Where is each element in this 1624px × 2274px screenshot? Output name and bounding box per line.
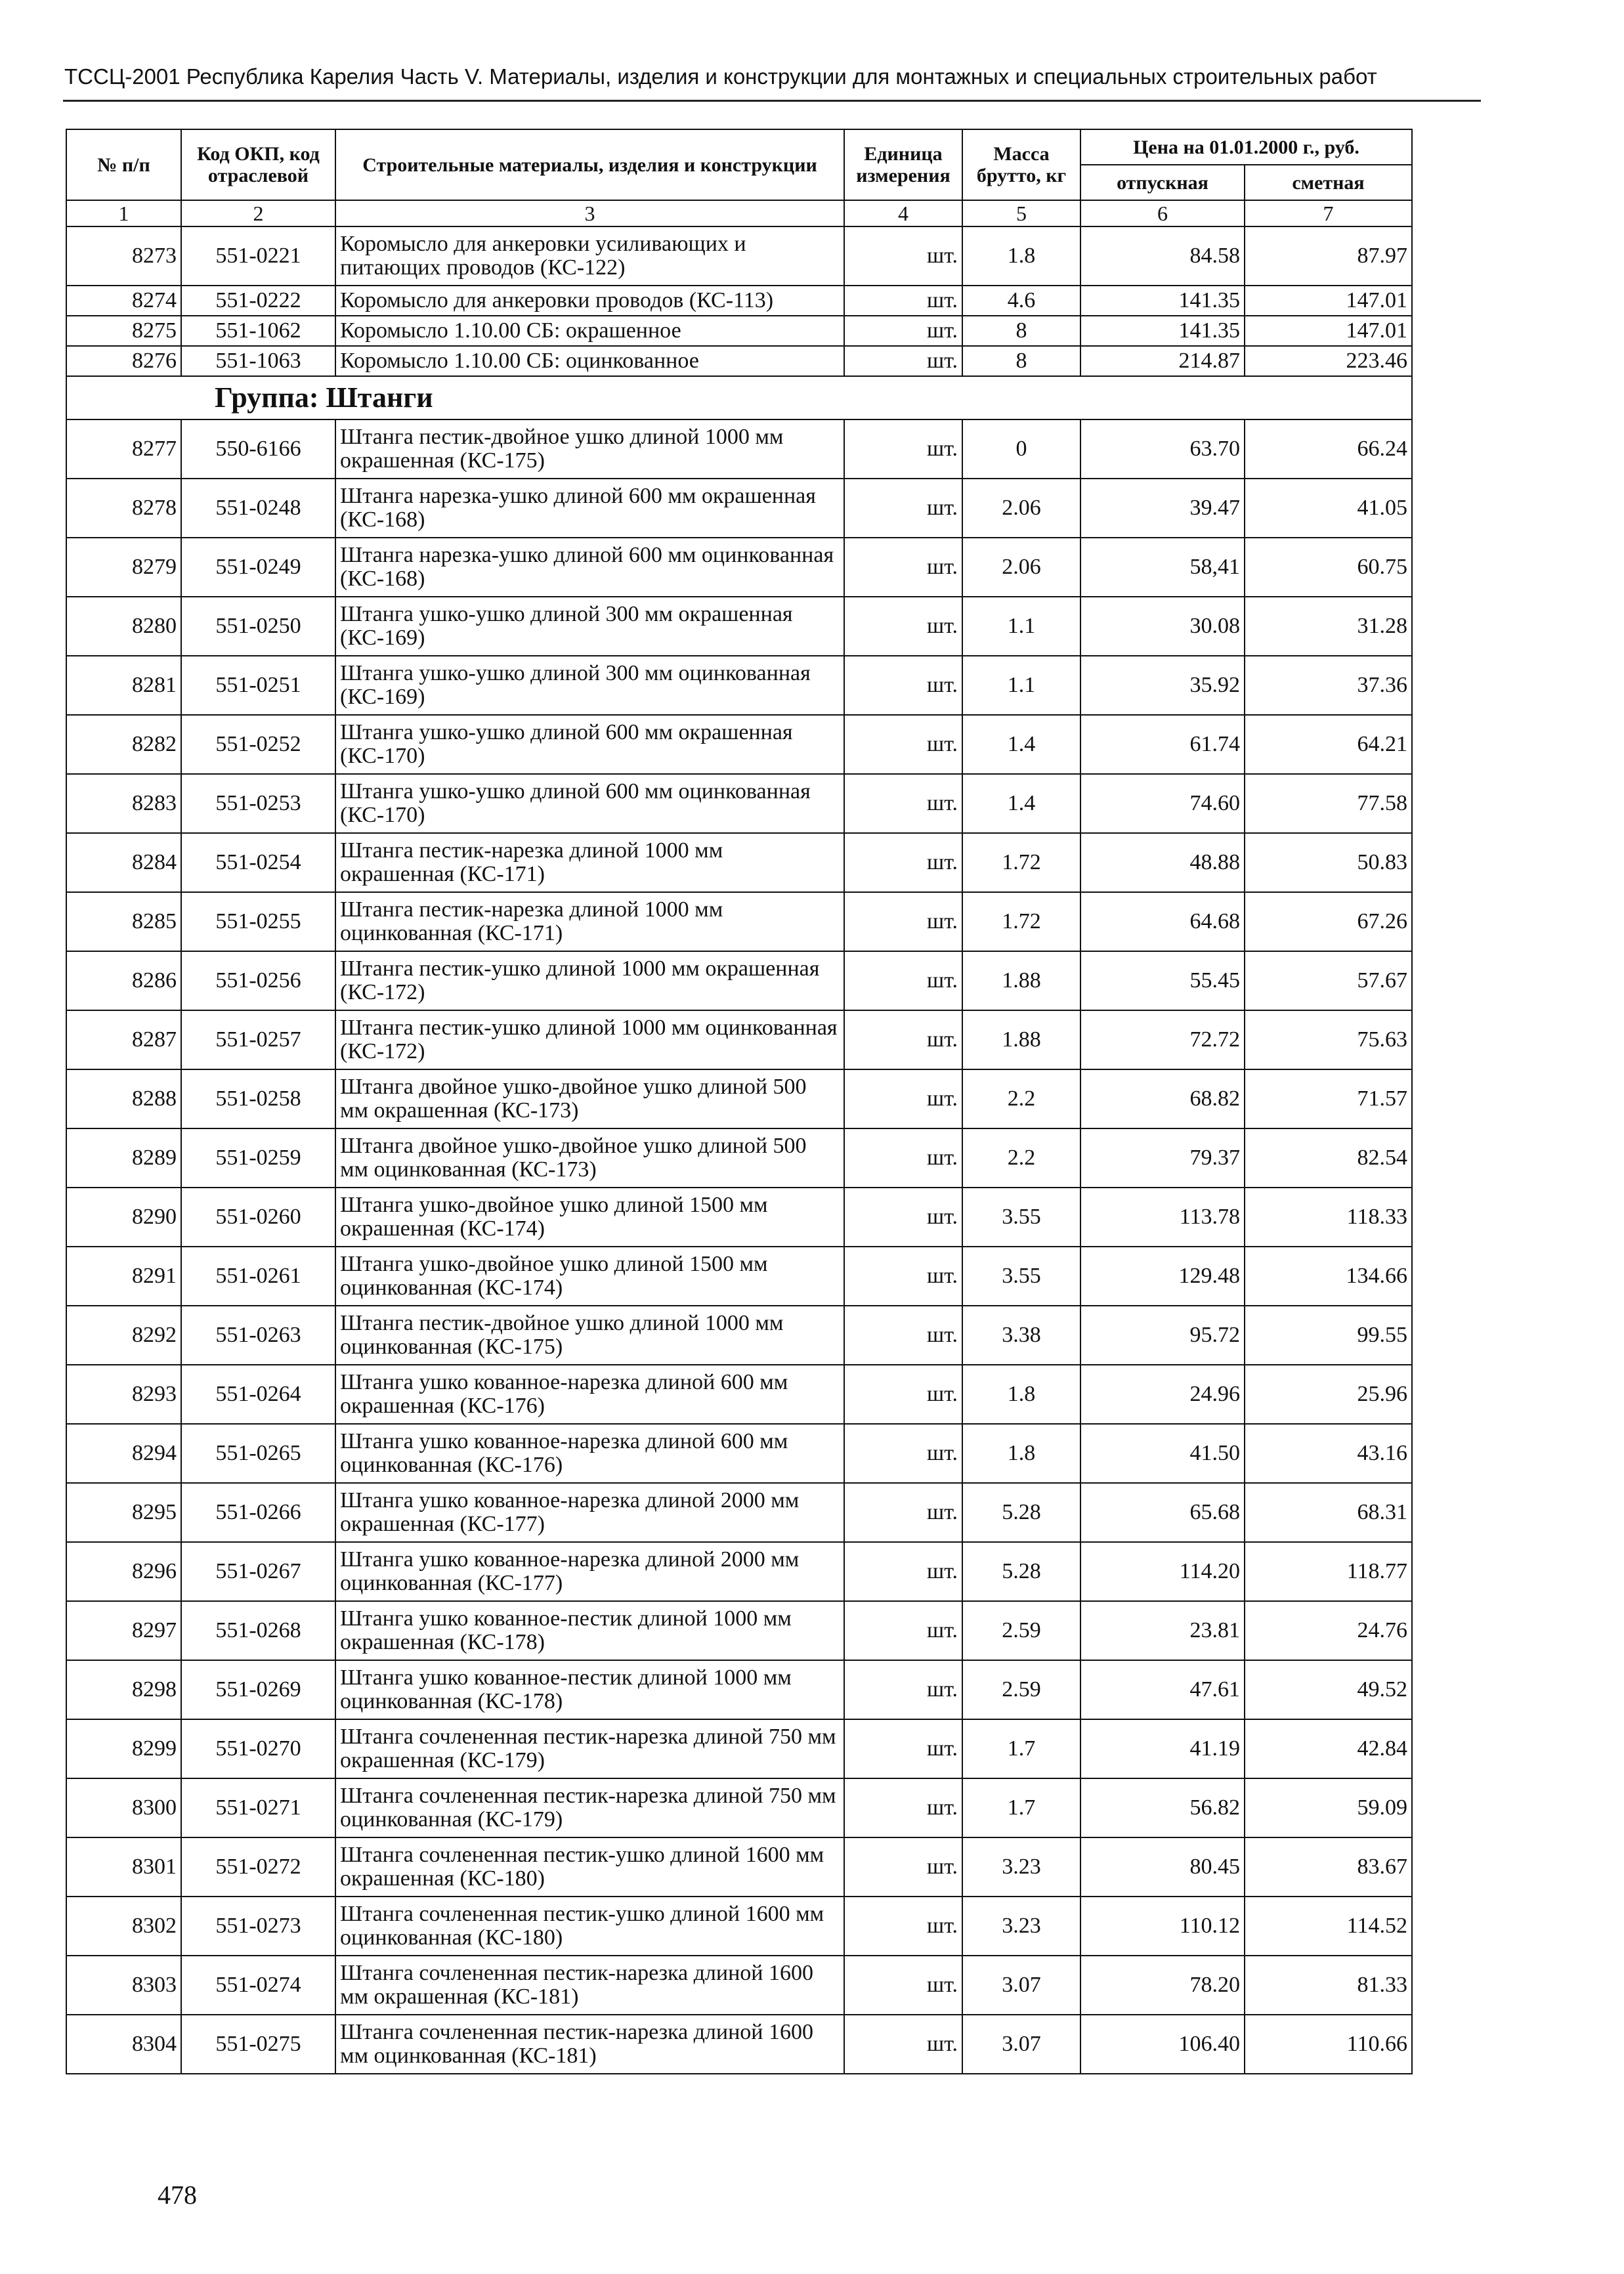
row-number: 8288	[66, 1069, 181, 1128]
column-number: 4	[844, 200, 962, 226]
mass: 8	[962, 346, 1080, 376]
row-number: 8297	[66, 1601, 181, 1660]
price-release: 95.72	[1080, 1306, 1245, 1365]
unit: шт.	[844, 1837, 962, 1897]
row-number: 8273	[66, 226, 181, 286]
table-row	[66, 1424, 1412, 1483]
price-estimate: 59.09	[1245, 1778, 1412, 1837]
okp-code: 551-0268	[181, 1601, 335, 1660]
row-number: 8291	[66, 1247, 181, 1306]
price-release: 58,41	[1080, 538, 1245, 597]
table-row	[66, 346, 1412, 376]
price-estimate: 49.52	[1245, 1660, 1412, 1719]
okp-code: 551-0267	[181, 1542, 335, 1601]
price-release: 63.70	[1080, 419, 1245, 479]
item-description: Штанга ушко кованное-нарезка длиной 600 мм окрашенная (КС-176)	[335, 1365, 844, 1424]
table-row	[66, 833, 1412, 892]
okp-code: 551-0249	[181, 538, 335, 597]
table-row	[66, 951, 1412, 1010]
row-number: 8289	[66, 1128, 181, 1188]
table-header-row	[66, 129, 1412, 165]
table-row	[66, 597, 1412, 656]
item-description: Штанга ушко-двойное ушко длиной 1500 мм оцинкованная (КС-174)	[335, 1247, 844, 1306]
header-price-group: Цена на 01.01.2000 г., руб.	[1080, 129, 1412, 165]
price-estimate: 37.36	[1245, 656, 1412, 715]
unit: шт.	[844, 1660, 962, 1719]
table-row	[66, 715, 1412, 774]
okp-code: 551-0253	[181, 774, 335, 833]
price-release: 110.12	[1080, 1897, 1245, 1956]
mass: 1.1	[962, 656, 1080, 715]
row-number: 8284	[66, 833, 181, 892]
table-row	[66, 538, 1412, 597]
column-number: 7	[1245, 200, 1412, 226]
okp-code: 551-0256	[181, 951, 335, 1010]
price-release: 214.87	[1080, 346, 1245, 376]
header-unit: Единица измерения	[844, 129, 962, 200]
unit: шт.	[844, 346, 962, 376]
price-estimate: 87.97	[1245, 226, 1412, 286]
item-description: Коромысло 1.10.00 СБ: оцинкованное	[335, 346, 844, 376]
header-desc: Строительные материалы, изделия и конструкции	[335, 129, 844, 200]
price-estimate: 114.52	[1245, 1897, 1412, 1956]
table-row	[66, 1128, 1412, 1188]
okp-code: 551-1062	[181, 316, 335, 346]
table-row	[66, 1306, 1412, 1365]
okp-code: 551-0259	[181, 1128, 335, 1188]
mass: 3.23	[962, 1897, 1080, 1956]
row-number: 8282	[66, 715, 181, 774]
table-row	[66, 1365, 1412, 1424]
okp-code: 551-0254	[181, 833, 335, 892]
mass: 5.28	[962, 1542, 1080, 1601]
row-number: 8294	[66, 1424, 181, 1483]
mass: 2.06	[962, 538, 1080, 597]
okp-code: 551-0222	[181, 286, 335, 316]
price-estimate: 82.54	[1245, 1128, 1412, 1188]
okp-code: 550-6166	[181, 419, 335, 479]
item-description: Штанга пестик-двойное ушко длиной 1000 мм оцинкованная (КС-175)	[335, 1306, 844, 1365]
row-number: 8299	[66, 1719, 181, 1778]
price-estimate: 83.67	[1245, 1837, 1412, 1897]
item-description: Штанга ушко кованное-нарезка длиной 2000 мм оцинкованная (КС-177)	[335, 1542, 844, 1601]
mass: 4.6	[962, 286, 1080, 316]
price-release: 114.20	[1080, 1542, 1245, 1601]
row-number: 8276	[66, 346, 181, 376]
okp-code: 551-0257	[181, 1010, 335, 1069]
table-row	[66, 1069, 1412, 1128]
price-estimate: 24.76	[1245, 1601, 1412, 1660]
table-row	[66, 1778, 1412, 1837]
table-body-main	[66, 419, 1412, 2074]
price-release: 41.50	[1080, 1424, 1245, 1483]
item-description: Штанга ушко-ушко длиной 600 мм оцинкованная (КС-170)	[335, 774, 844, 833]
price-estimate: 77.58	[1245, 774, 1412, 833]
okp-code: 551-0255	[181, 892, 335, 951]
price-estimate: 81.33	[1245, 1956, 1412, 2015]
price-estimate: 25.96	[1245, 1365, 1412, 1424]
okp-code: 551-0251	[181, 656, 335, 715]
table-body-top	[66, 226, 1412, 376]
header-mass: Масса брутто, кг	[962, 129, 1080, 200]
mass: 3.55	[962, 1247, 1080, 1306]
mass: 1.4	[962, 715, 1080, 774]
price-release: 55.45	[1080, 951, 1245, 1010]
row-number: 8300	[66, 1778, 181, 1837]
mass: 2.2	[962, 1128, 1080, 1188]
table-row	[66, 316, 1412, 346]
price-estimate: 60.75	[1245, 538, 1412, 597]
price-estimate: 67.26	[1245, 892, 1412, 951]
group-row-body	[66, 376, 1412, 419]
price-estimate: 42.84	[1245, 1719, 1412, 1778]
item-description: Штанга ушко кованное-нарезка длиной 600 мм оцинкованная (КС-176)	[335, 1424, 844, 1483]
table-row	[66, 1483, 1412, 1542]
item-description: Штанга нарезка-ушко длиной 600 мм оцинкованная (КС-168)	[335, 538, 844, 597]
column-number: 6	[1080, 200, 1245, 226]
table-row	[66, 286, 1412, 316]
row-number: 8277	[66, 419, 181, 479]
price-estimate: 50.83	[1245, 833, 1412, 892]
price-estimate: 31.28	[1245, 597, 1412, 656]
price-release: 141.35	[1080, 316, 1245, 346]
item-description: Штанга пестик-нарезка длиной 1000 мм окрашенная (КС-171)	[335, 833, 844, 892]
okp-code: 551-0263	[181, 1306, 335, 1365]
group-row	[66, 376, 1412, 419]
unit: шт.	[844, 1188, 962, 1247]
item-description: Штанга сочлененная пестик-нарезка длиной 1600 мм оцинкованная (КС-181)	[335, 2015, 844, 2074]
item-description: Штанга сочлененная пестик-нарезка длиной 1600 мм окрашенная (КС-181)	[335, 1956, 844, 2015]
okp-code: 551-0269	[181, 1660, 335, 1719]
price-release: 65.68	[1080, 1483, 1245, 1542]
okp-code: 551-1063	[181, 346, 335, 376]
mass: 3.07	[962, 2015, 1080, 2074]
okp-code: 551-0248	[181, 479, 335, 538]
unit: шт.	[844, 1542, 962, 1601]
table-row	[66, 2015, 1412, 2074]
price-release: 80.45	[1080, 1837, 1245, 1897]
price-release: 129.48	[1080, 1247, 1245, 1306]
row-number: 8274	[66, 286, 181, 316]
price-estimate: 75.63	[1245, 1010, 1412, 1069]
item-description: Штанга сочлененная пестик-нарезка длиной 750 мм оцинкованная (КС-179)	[335, 1778, 844, 1837]
column-number: 1	[66, 200, 181, 226]
okp-code: 551-0271	[181, 1778, 335, 1837]
unit: шт.	[844, 2015, 962, 2074]
table-row	[66, 1010, 1412, 1069]
unit: шт.	[844, 1897, 962, 1956]
price-estimate: 118.77	[1245, 1542, 1412, 1601]
column-number: 2	[181, 200, 335, 226]
okp-code: 551-0265	[181, 1424, 335, 1483]
item-description: Штанга ушко кованное-пестик длиной 1000 мм оцинкованная (КС-178)	[335, 1660, 844, 1719]
okp-code: 551-0264	[181, 1365, 335, 1424]
row-number: 8275	[66, 316, 181, 346]
okp-code: 551-0261	[181, 1247, 335, 1306]
item-description: Штанга сочлененная пестик-ушко длиной 1600 мм оцинкованная (КС-180)	[335, 1897, 844, 1956]
price-release: 72.72	[1080, 1010, 1245, 1069]
price-estimate: 147.01	[1245, 316, 1412, 346]
unit: шт.	[844, 1424, 962, 1483]
unit: шт.	[844, 1306, 962, 1365]
table-row	[66, 1837, 1412, 1897]
price-estimate: 99.55	[1245, 1306, 1412, 1365]
row-number: 8290	[66, 1188, 181, 1247]
mass: 5.28	[962, 1483, 1080, 1542]
item-description: Штанга пестик-двойное ушко длиной 1000 мм окрашенная (КС-175)	[335, 419, 844, 479]
price-table	[66, 129, 1413, 2074]
column-numbers-row	[66, 200, 1412, 226]
table-row	[66, 1542, 1412, 1601]
table-row	[66, 419, 1412, 479]
mass: 2.59	[962, 1601, 1080, 1660]
row-number: 8286	[66, 951, 181, 1010]
table-row	[66, 1719, 1412, 1778]
unit: шт.	[844, 316, 962, 346]
unit: шт.	[844, 951, 962, 1010]
unit: шт.	[844, 715, 962, 774]
mass: 3.55	[962, 1188, 1080, 1247]
header-okp: Код ОКП, код отраслевой	[181, 129, 335, 200]
table-row	[66, 892, 1412, 951]
row-number: 8281	[66, 656, 181, 715]
item-description: Штанга ушко-ушко длиной 300 мм оцинкованная (КС-169)	[335, 656, 844, 715]
unit: шт.	[844, 597, 962, 656]
row-number: 8303	[66, 1956, 181, 2015]
unit: шт.	[844, 1778, 962, 1837]
unit: шт.	[844, 1069, 962, 1128]
table-row	[66, 1247, 1412, 1306]
price-release: 39.47	[1080, 479, 1245, 538]
column-number: 5	[962, 200, 1080, 226]
okp-code: 551-0270	[181, 1719, 335, 1778]
item-description: Коромысло для анкеровки проводов (КС-113)	[335, 286, 844, 316]
price-release: 56.82	[1080, 1778, 1245, 1837]
unit: шт.	[844, 226, 962, 286]
mass: 8	[962, 316, 1080, 346]
item-description: Коромысло 1.10.00 СБ: окрашенное	[335, 316, 844, 346]
item-description: Штанга пестик-ушко длиной 1000 мм окрашенная (КС-172)	[335, 951, 844, 1010]
unit: шт.	[844, 419, 962, 479]
unit: шт.	[844, 479, 962, 538]
row-number: 8283	[66, 774, 181, 833]
okp-code: 551-0260	[181, 1188, 335, 1247]
row-number: 8279	[66, 538, 181, 597]
group-title: Группа: Штанги	[66, 376, 1412, 419]
price-estimate: 68.31	[1245, 1483, 1412, 1542]
okp-code: 551-0266	[181, 1483, 335, 1542]
mass: 1.8	[962, 1365, 1080, 1424]
table-row	[66, 1897, 1412, 1956]
mass: 3.23	[962, 1837, 1080, 1897]
price-release: 84.58	[1080, 226, 1245, 286]
item-description: Штанга сочлененная пестик-нарезка длиной 750 мм окрашенная (КС-179)	[335, 1719, 844, 1778]
item-description: Штанга пестик-ушко длиной 1000 мм оцинкованная (КС-172)	[335, 1010, 844, 1069]
price-release: 47.61	[1080, 1660, 1245, 1719]
item-description: Штанга ушко кованное-пестик длиной 1000 мм окрашенная (КС-178)	[335, 1601, 844, 1660]
price-release: 106.40	[1080, 2015, 1245, 2074]
unit: шт.	[844, 1247, 962, 1306]
row-number: 8304	[66, 2015, 181, 2074]
okp-code: 551-0252	[181, 715, 335, 774]
table-row	[66, 656, 1412, 715]
table-row	[66, 226, 1412, 286]
row-number: 8293	[66, 1365, 181, 1424]
mass: 1.8	[962, 1424, 1080, 1483]
item-description: Штанга двойное ушко-двойное ушко длиной 500 мм окрашенная (КС-173)	[335, 1069, 844, 1128]
mass: 1.88	[962, 951, 1080, 1010]
okp-code: 551-0221	[181, 226, 335, 286]
table-row	[66, 1601, 1412, 1660]
row-number: 8287	[66, 1010, 181, 1069]
running-header: ТССЦ-2001 Республика Карелия Часть V. Материалы, изделия и конструкции для монтажных и специальных строительных работ	[64, 64, 1377, 89]
row-number: 8278	[66, 479, 181, 538]
price-estimate: 66.24	[1245, 419, 1412, 479]
price-estimate: 71.57	[1245, 1069, 1412, 1128]
item-description: Штанга двойное ушко-двойное ушко длиной 500 мм оцинкованная (КС-173)	[335, 1128, 844, 1188]
item-description: Штанга ушко-ушко длиной 300 мм окрашенная (КС-169)	[335, 597, 844, 656]
table-row	[66, 1956, 1412, 2015]
price-release: 23.81	[1080, 1601, 1245, 1660]
row-number: 8285	[66, 892, 181, 951]
item-description: Штанга ушко кованное-нарезка длиной 2000 мм окрашенная (КС-177)	[335, 1483, 844, 1542]
mass: 2.06	[962, 479, 1080, 538]
okp-code: 551-0250	[181, 597, 335, 656]
unit: шт.	[844, 892, 962, 951]
mass: 1.4	[962, 774, 1080, 833]
price-estimate: 57.67	[1245, 951, 1412, 1010]
item-description: Штанга нарезка-ушко длиной 600 мм окрашенная (КС-168)	[335, 479, 844, 538]
unit: шт.	[844, 286, 962, 316]
unit: шт.	[844, 1601, 962, 1660]
price-estimate: 110.66	[1245, 2015, 1412, 2074]
table-row	[66, 479, 1412, 538]
table-row	[66, 1188, 1412, 1247]
price-release: 113.78	[1080, 1188, 1245, 1247]
price-estimate: 134.66	[1245, 1247, 1412, 1306]
unit: шт.	[844, 774, 962, 833]
okp-code: 551-0274	[181, 1956, 335, 2015]
row-number: 8280	[66, 597, 181, 656]
unit: шт.	[844, 1365, 962, 1424]
mass: 1.72	[962, 833, 1080, 892]
mass: 1.72	[962, 892, 1080, 951]
price-release: 35.92	[1080, 656, 1245, 715]
price-release: 78.20	[1080, 1956, 1245, 2015]
unit: шт.	[844, 1956, 962, 2015]
mass: 2.2	[962, 1069, 1080, 1128]
price-estimate: 223.46	[1245, 346, 1412, 376]
unit: шт.	[844, 538, 962, 597]
item-description: Коромысло для анкеровки усиливающих и питающих проводов (КС-122)	[335, 226, 844, 286]
page-number: 478	[158, 2180, 197, 2210]
okp-code: 551-0273	[181, 1897, 335, 1956]
price-estimate: 43.16	[1245, 1424, 1412, 1483]
unit: шт.	[844, 1128, 962, 1188]
mass: 1.88	[962, 1010, 1080, 1069]
header-rule	[63, 100, 1481, 102]
item-description: Штанга сочлененная пестик-ушко длиной 1600 мм окрашенная (КС-180)	[335, 1837, 844, 1897]
item-description: Штанга ушко-двойное ушко длиной 1500 мм окрашенная (КС-174)	[335, 1188, 844, 1247]
column-number: 3	[335, 200, 844, 226]
price-release: 141.35	[1080, 286, 1245, 316]
item-description: Штанга пестик-нарезка длиной 1000 мм оцинкованная (КС-171)	[335, 892, 844, 951]
price-estimate: 41.05	[1245, 479, 1412, 538]
unit: шт.	[844, 1483, 962, 1542]
row-number: 8298	[66, 1660, 181, 1719]
unit: шт.	[844, 1010, 962, 1069]
mass: 2.59	[962, 1660, 1080, 1719]
mass: 3.38	[962, 1306, 1080, 1365]
row-number: 8295	[66, 1483, 181, 1542]
table-row	[66, 1660, 1412, 1719]
mass: 1.1	[962, 597, 1080, 656]
unit: шт.	[844, 656, 962, 715]
unit: шт.	[844, 833, 962, 892]
price-release: 48.88	[1080, 833, 1245, 892]
row-number: 8302	[66, 1897, 181, 1956]
row-number: 8292	[66, 1306, 181, 1365]
price-estimate: 118.33	[1245, 1188, 1412, 1247]
mass: 1.7	[962, 1719, 1080, 1778]
price-release: 79.37	[1080, 1128, 1245, 1188]
mass: 1.8	[962, 226, 1080, 286]
okp-code: 551-0272	[181, 1837, 335, 1897]
row-number: 8301	[66, 1837, 181, 1897]
header-price-release: отпускная	[1080, 165, 1245, 200]
mass: 3.07	[962, 1956, 1080, 2015]
header-price-estimate: сметная	[1245, 165, 1412, 200]
price-release: 64.68	[1080, 892, 1245, 951]
unit: шт.	[844, 1719, 962, 1778]
price-release: 41.19	[1080, 1719, 1245, 1778]
price-release: 68.82	[1080, 1069, 1245, 1128]
header-num: № п/п	[66, 129, 181, 200]
table-row	[66, 774, 1412, 833]
price-release: 74.60	[1080, 774, 1245, 833]
price-estimate: 64.21	[1245, 715, 1412, 774]
mass: 0	[962, 419, 1080, 479]
okp-code: 551-0258	[181, 1069, 335, 1128]
okp-code: 551-0275	[181, 2015, 335, 2074]
price-estimate: 147.01	[1245, 286, 1412, 316]
price-release: 24.96	[1080, 1365, 1245, 1424]
mass: 1.7	[962, 1778, 1080, 1837]
item-description: Штанга ушко-ушко длиной 600 мм окрашенная (КС-170)	[335, 715, 844, 774]
price-release: 30.08	[1080, 597, 1245, 656]
price-release: 61.74	[1080, 715, 1245, 774]
row-number: 8296	[66, 1542, 181, 1601]
